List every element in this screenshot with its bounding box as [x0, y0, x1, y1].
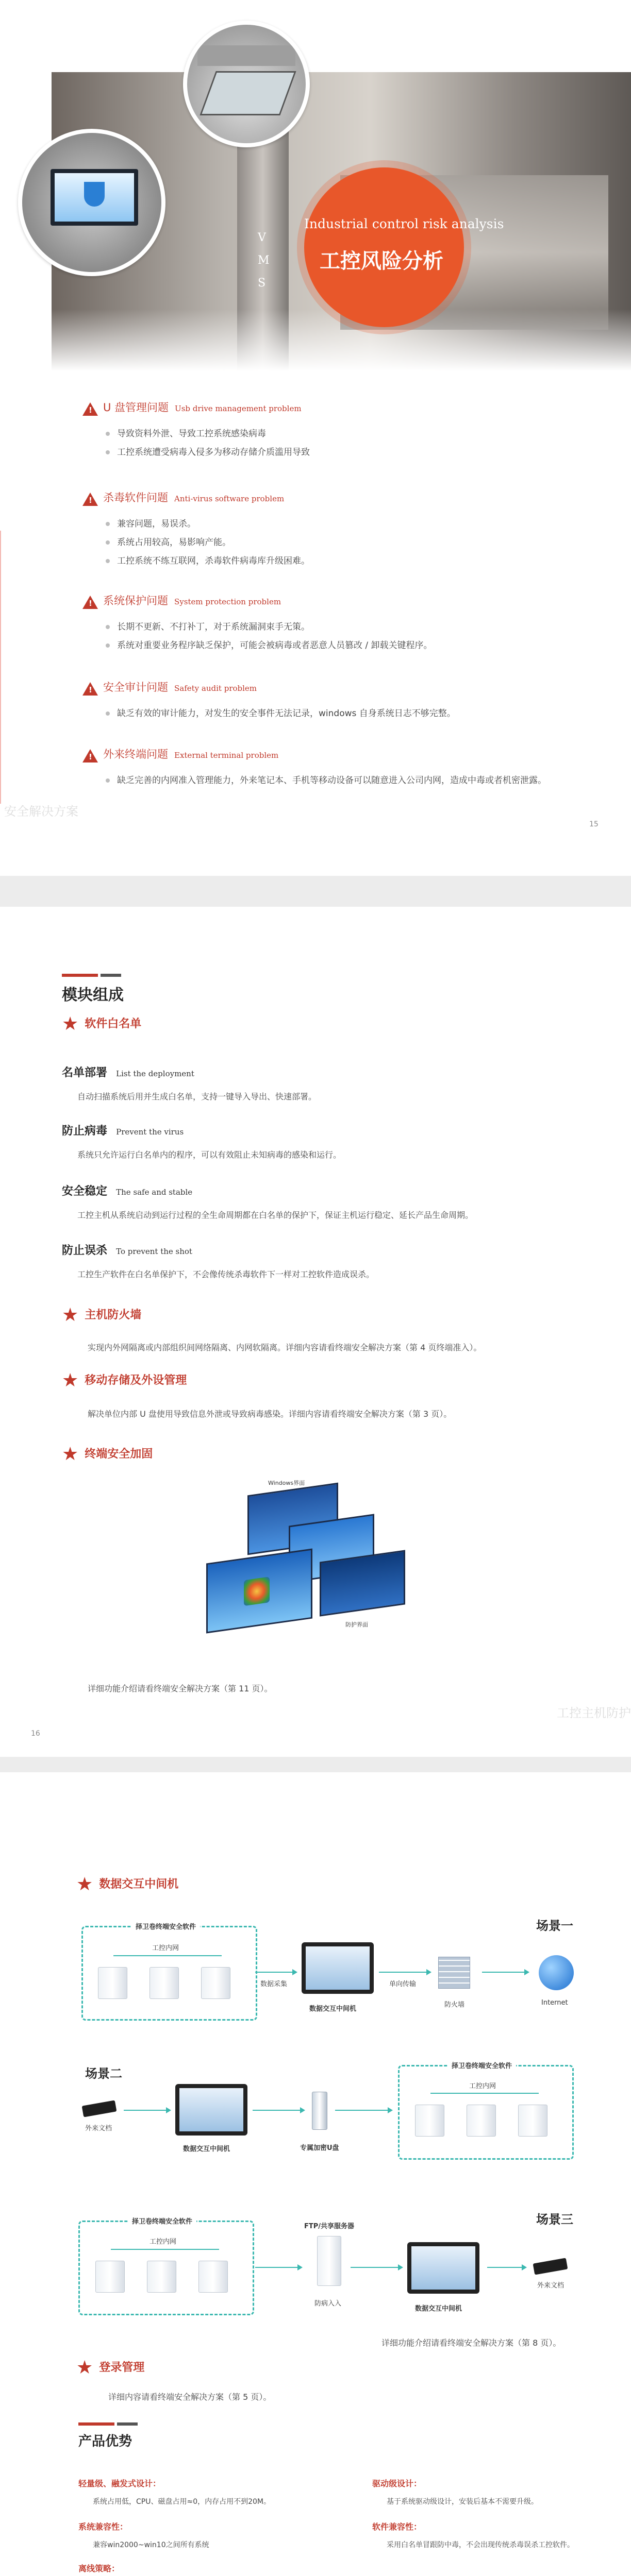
section-firewall [62, 1306, 141, 1325]
scene-1-label: 场景一 [536, 1919, 573, 1933]
adv-os-compat [78, 2520, 209, 2550]
feature-antivirus [62, 1122, 341, 1160]
section-title: 终端安全加固 [85, 1448, 153, 1461]
pc-icon [98, 1967, 127, 1999]
server-icon [317, 2236, 341, 2286]
adv-title: 轻量级、融发式设计： [78, 2479, 161, 2488]
pc-icon [150, 1967, 179, 1999]
feature-title: 防止误杀 [62, 1244, 108, 1257]
adv-title: 系统兼容性： [78, 2522, 128, 2532]
risk-title-en: Anti-virus software problem [174, 494, 285, 503]
feature-desc: 系统只允许运行白名单内的程序，可以有效阻止未知病毒的感染和运行。 [77, 1150, 342, 1160]
star-icon: ★ [62, 1444, 79, 1465]
feature-title: 防止病毒 [62, 1125, 108, 1138]
usb-label: 专属加密U盘 [300, 2144, 339, 2152]
scene2-lan-label: 工控内网 [469, 2082, 496, 2090]
risk-antivirus [82, 489, 598, 592]
feature-deploy [62, 1064, 317, 1102]
page-heading: 模块组成 [62, 986, 124, 1004]
arrow [253, 2110, 304, 2111]
section-hardening-desc: 详细功能介绍请看终端安全解决方案（第 11 页）。 [88, 1684, 273, 1693]
section-whitelist [62, 1015, 141, 1033]
arrow [255, 1972, 296, 1973]
star-icon: ★ [62, 1304, 79, 1326]
section-storage-desc: 解决单位内部 U 盘使用导致信息外泄或导致病毒感染。详细内容请看终端安全解决方案（第 3 页）。 [88, 1409, 452, 1419]
page-number: 15 [589, 820, 599, 828]
watermark: 安全解决方案 [4, 804, 78, 819]
section-title: 主机防火墙 [85, 1309, 142, 1321]
section-title: 移动存储及外设管理 [85, 1374, 187, 1387]
risk-item: 缺乏有效的审计能力，对发生的安全事件无法记录，windows 自身系统日志不够完整。 [106, 706, 456, 719]
access-label: 防病入入 [314, 2300, 342, 2308]
section-login-desc: 详细内容请看终端安全解决方案（第 5 页）。 [108, 2392, 272, 2402]
risk-title-en: System protection problem [174, 597, 281, 606]
star-icon: ★ [76, 1874, 93, 1895]
hero-photo-monitor [18, 129, 165, 276]
adv-desc: 兼容win2000~win10之间所有系统 [93, 2541, 209, 2549]
section-hardening [62, 1445, 153, 1464]
ftp-label: FTP/共享服务器 [304, 2223, 355, 2230]
page-relay [0, 1772, 631, 2576]
internet-label: Internet [541, 1999, 568, 2007]
screen-label: 防护界面 [345, 1621, 368, 1628]
feature-no-misdetect [62, 1242, 374, 1280]
section-login [76, 2359, 144, 2377]
risk-title: 杀毒软件问题 [103, 492, 168, 504]
encrypted-usb-icon [312, 2092, 327, 2130]
pc-icon [201, 1967, 230, 1999]
relay-label: 数据交互中间机 [415, 2305, 462, 2313]
adv-title: 离线策略： [78, 2564, 120, 2573]
pc-icon [415, 2105, 444, 2137]
scene3-lan-label: 工控内网 [150, 2238, 177, 2246]
section-storage [62, 1371, 187, 1390]
pc-icon [95, 2261, 125, 2293]
diagram-desc: 详细功能介绍请看终端安全解决方案（第 8 页）。 [381, 2338, 561, 2348]
section-relay [76, 1875, 178, 1894]
risk-title-en: Usb drive management problem [175, 404, 302, 413]
hero-photo-laptop [183, 21, 310, 147]
risk-title: 外来终端问题 [103, 748, 168, 760]
title-english: Industrial control risk analysis [304, 216, 504, 231]
risk-item: 工控系统不练互联网，杀毒软件病毒库升级困难。 [106, 553, 310, 566]
hero-title-circle [304, 167, 504, 327]
heading-rule-grey [101, 974, 121, 977]
hero-letter: M [258, 254, 270, 267]
risk-title: 系统保护问题 [103, 595, 168, 607]
scene-3-label: 场景三 [536, 2212, 573, 2227]
warning-icon: ! [82, 493, 98, 506]
relay-monitor [175, 2084, 247, 2136]
scene1-lan-label: 工控内网 [152, 1944, 179, 1952]
screen-label: Windows界面 [268, 1480, 305, 1486]
risk-system-protection [82, 592, 598, 679]
adv-lightweight [78, 2477, 271, 2506]
risk-item: 长期不更新、不打补丁，对于系统漏洞束手无策。 [106, 619, 310, 632]
scene3-soft-label: 择卫卷终端安全软件 [128, 2216, 196, 2226]
oneway-label: 单向传输 [389, 1980, 417, 1988]
arrow [124, 2110, 170, 2111]
pc-icon [198, 2261, 228, 2293]
risk-item: 缺乏完善的内网准入管理能力，外来笔记本、手机等移动设备可以随意进入公司内网，造成中毒或者机密泄露。 [106, 773, 546, 786]
pc-icon [147, 2261, 176, 2293]
side-rule [0, 531, 1, 804]
screens-illustration [196, 1479, 423, 1638]
warning-icon: ! [82, 682, 98, 696]
section-firewall-desc: 实现内外网隔离或内部组织间网络隔离、内网软隔离。详细内容请看终端安全解决方案（第 4 页终端准入）。 [88, 1343, 482, 1352]
adv-title: 驱动级设计： [372, 2479, 422, 2488]
risk-item: 系统对重要业务程序缺乏保护，可能会被病毒或者恶意人员篡改 / 卸载关键程序。 [106, 638, 433, 651]
relay-monitor [302, 1942, 374, 1994]
feature-title-en: The safe and stable [116, 1188, 193, 1197]
section-title: 软件白名单 [85, 1018, 142, 1030]
pc-icon [518, 2105, 547, 2137]
page-modules [0, 907, 631, 1757]
risk-usb [82, 399, 598, 489]
relay-monitor [407, 2242, 479, 2294]
hero-letter: S [258, 277, 266, 290]
risk-item: 系统占用较高，易影响产能。 [106, 535, 231, 548]
risk-external-terminal [82, 746, 598, 803]
risk-item: 导致资料外泄、导致工控系统感染病毒 [106, 426, 266, 439]
warning-icon: ! [82, 596, 98, 609]
screen-protect [320, 1550, 405, 1616]
pc-icon [467, 2105, 496, 2137]
feature-title-en: List the deployment [116, 1069, 194, 1078]
risk-title-en: External terminal problem [174, 751, 279, 760]
hero-letter: V [258, 231, 266, 244]
risk-title: U 盘管理问题 [103, 401, 169, 414]
arrow [482, 1972, 528, 1973]
feature-desc: 自动扫描系统后用并生成白名单，支持一键导入导出、快速部署。 [77, 1092, 317, 1101]
scene1-soft-label: 择卫卷终端安全软件 [131, 1921, 200, 1931]
screen-desktop [206, 1549, 312, 1634]
hero-letters [258, 227, 270, 295]
relay-label: 数据交互中间机 [183, 2145, 230, 2153]
risk-item: 工控系统遭受病毒入侵多为移动存储介质滥用导致 [106, 445, 310, 457]
star-icon: ★ [76, 2357, 93, 2378]
usb-black-icon [82, 2100, 117, 2117]
section-title: 数据交互中间机 [99, 1878, 179, 1891]
risk-audit [82, 679, 598, 746]
title-chinese: 工控风险分析 [320, 249, 443, 273]
scene2-soft-label: 择卫卷终端安全软件 [447, 2060, 516, 2070]
adv-offline [78, 2562, 143, 2576]
adv-desc: 系统占用低，CPU、磁盘占用≈0，内存占用不到20M。 [93, 2498, 271, 2506]
feature-title: 安全稳定 [62, 1185, 108, 1198]
relay-label: 数据交互中间机 [309, 2005, 357, 2013]
advantages-title: 产品优势 [78, 2434, 132, 2449]
arrow [379, 1972, 430, 1973]
ext-doc-label: 外来文档 [85, 2125, 112, 2132]
risk-item: 兼容问题，易误杀。 [106, 516, 196, 529]
adv-rule [78, 2422, 114, 2426]
ext-doc-label: 外来文档 [537, 2282, 564, 2290]
arrow [487, 2267, 526, 2268]
risk-list [82, 399, 598, 803]
firewall-icon [438, 1957, 470, 1989]
adv-sw-compat [372, 2520, 574, 2550]
feature-stable [62, 1182, 473, 1221]
arrow [351, 2267, 402, 2268]
section-title: 登录管理 [99, 2361, 145, 2374]
heading-rule [62, 974, 98, 977]
arrow [335, 2110, 392, 2111]
star-icon: ★ [62, 1013, 79, 1035]
watermark: 工控主机防护 [557, 1706, 631, 1720]
adv-desc: 采用白名单冒跟防中毒，不会出现传统杀毒误杀工控软件。 [387, 2541, 574, 2549]
scene-2-label: 场景二 [85, 2066, 122, 2081]
page-number: 16 [31, 1730, 40, 1738]
adv-rule-grey [117, 2422, 138, 2426]
usb-black-icon [533, 2258, 568, 2275]
adv-title: 软件兼容性： [372, 2522, 422, 2532]
warning-icon: ! [82, 402, 98, 416]
data-collect-label: 数据采集 [260, 1980, 288, 1988]
risk-title-en: Safety audit problem [174, 684, 257, 693]
feature-desc: 工控生产软件在白名单保护下，不会像传统杀毒软件下一样对工控软件造成误杀。 [77, 1269, 375, 1279]
star-icon: ★ [62, 1370, 79, 1391]
risk-title: 安全审计问题 [103, 681, 168, 693]
adv-driver [372, 2477, 538, 2506]
firewall-label: 防火墙 [444, 2001, 465, 2009]
page-risk-analysis [0, 0, 631, 876]
feature-title: 名单部署 [62, 1066, 108, 1079]
warning-icon: ! [82, 749, 98, 762]
feature-title-en: To prevent the shot [116, 1247, 192, 1256]
globe-icon [539, 1955, 574, 1990]
adv-desc: 基于系统驱动级设计，安装后基本不需要升级。 [387, 2498, 538, 2506]
arrow [255, 2267, 302, 2268]
feature-title-en: Prevent the virus [116, 1127, 184, 1137]
feature-desc: 工控主机从系统启动到运行过程的全生命周期都在白名单的保护下，保证主机运行稳定、延长产品生命周期。 [77, 1210, 474, 1220]
